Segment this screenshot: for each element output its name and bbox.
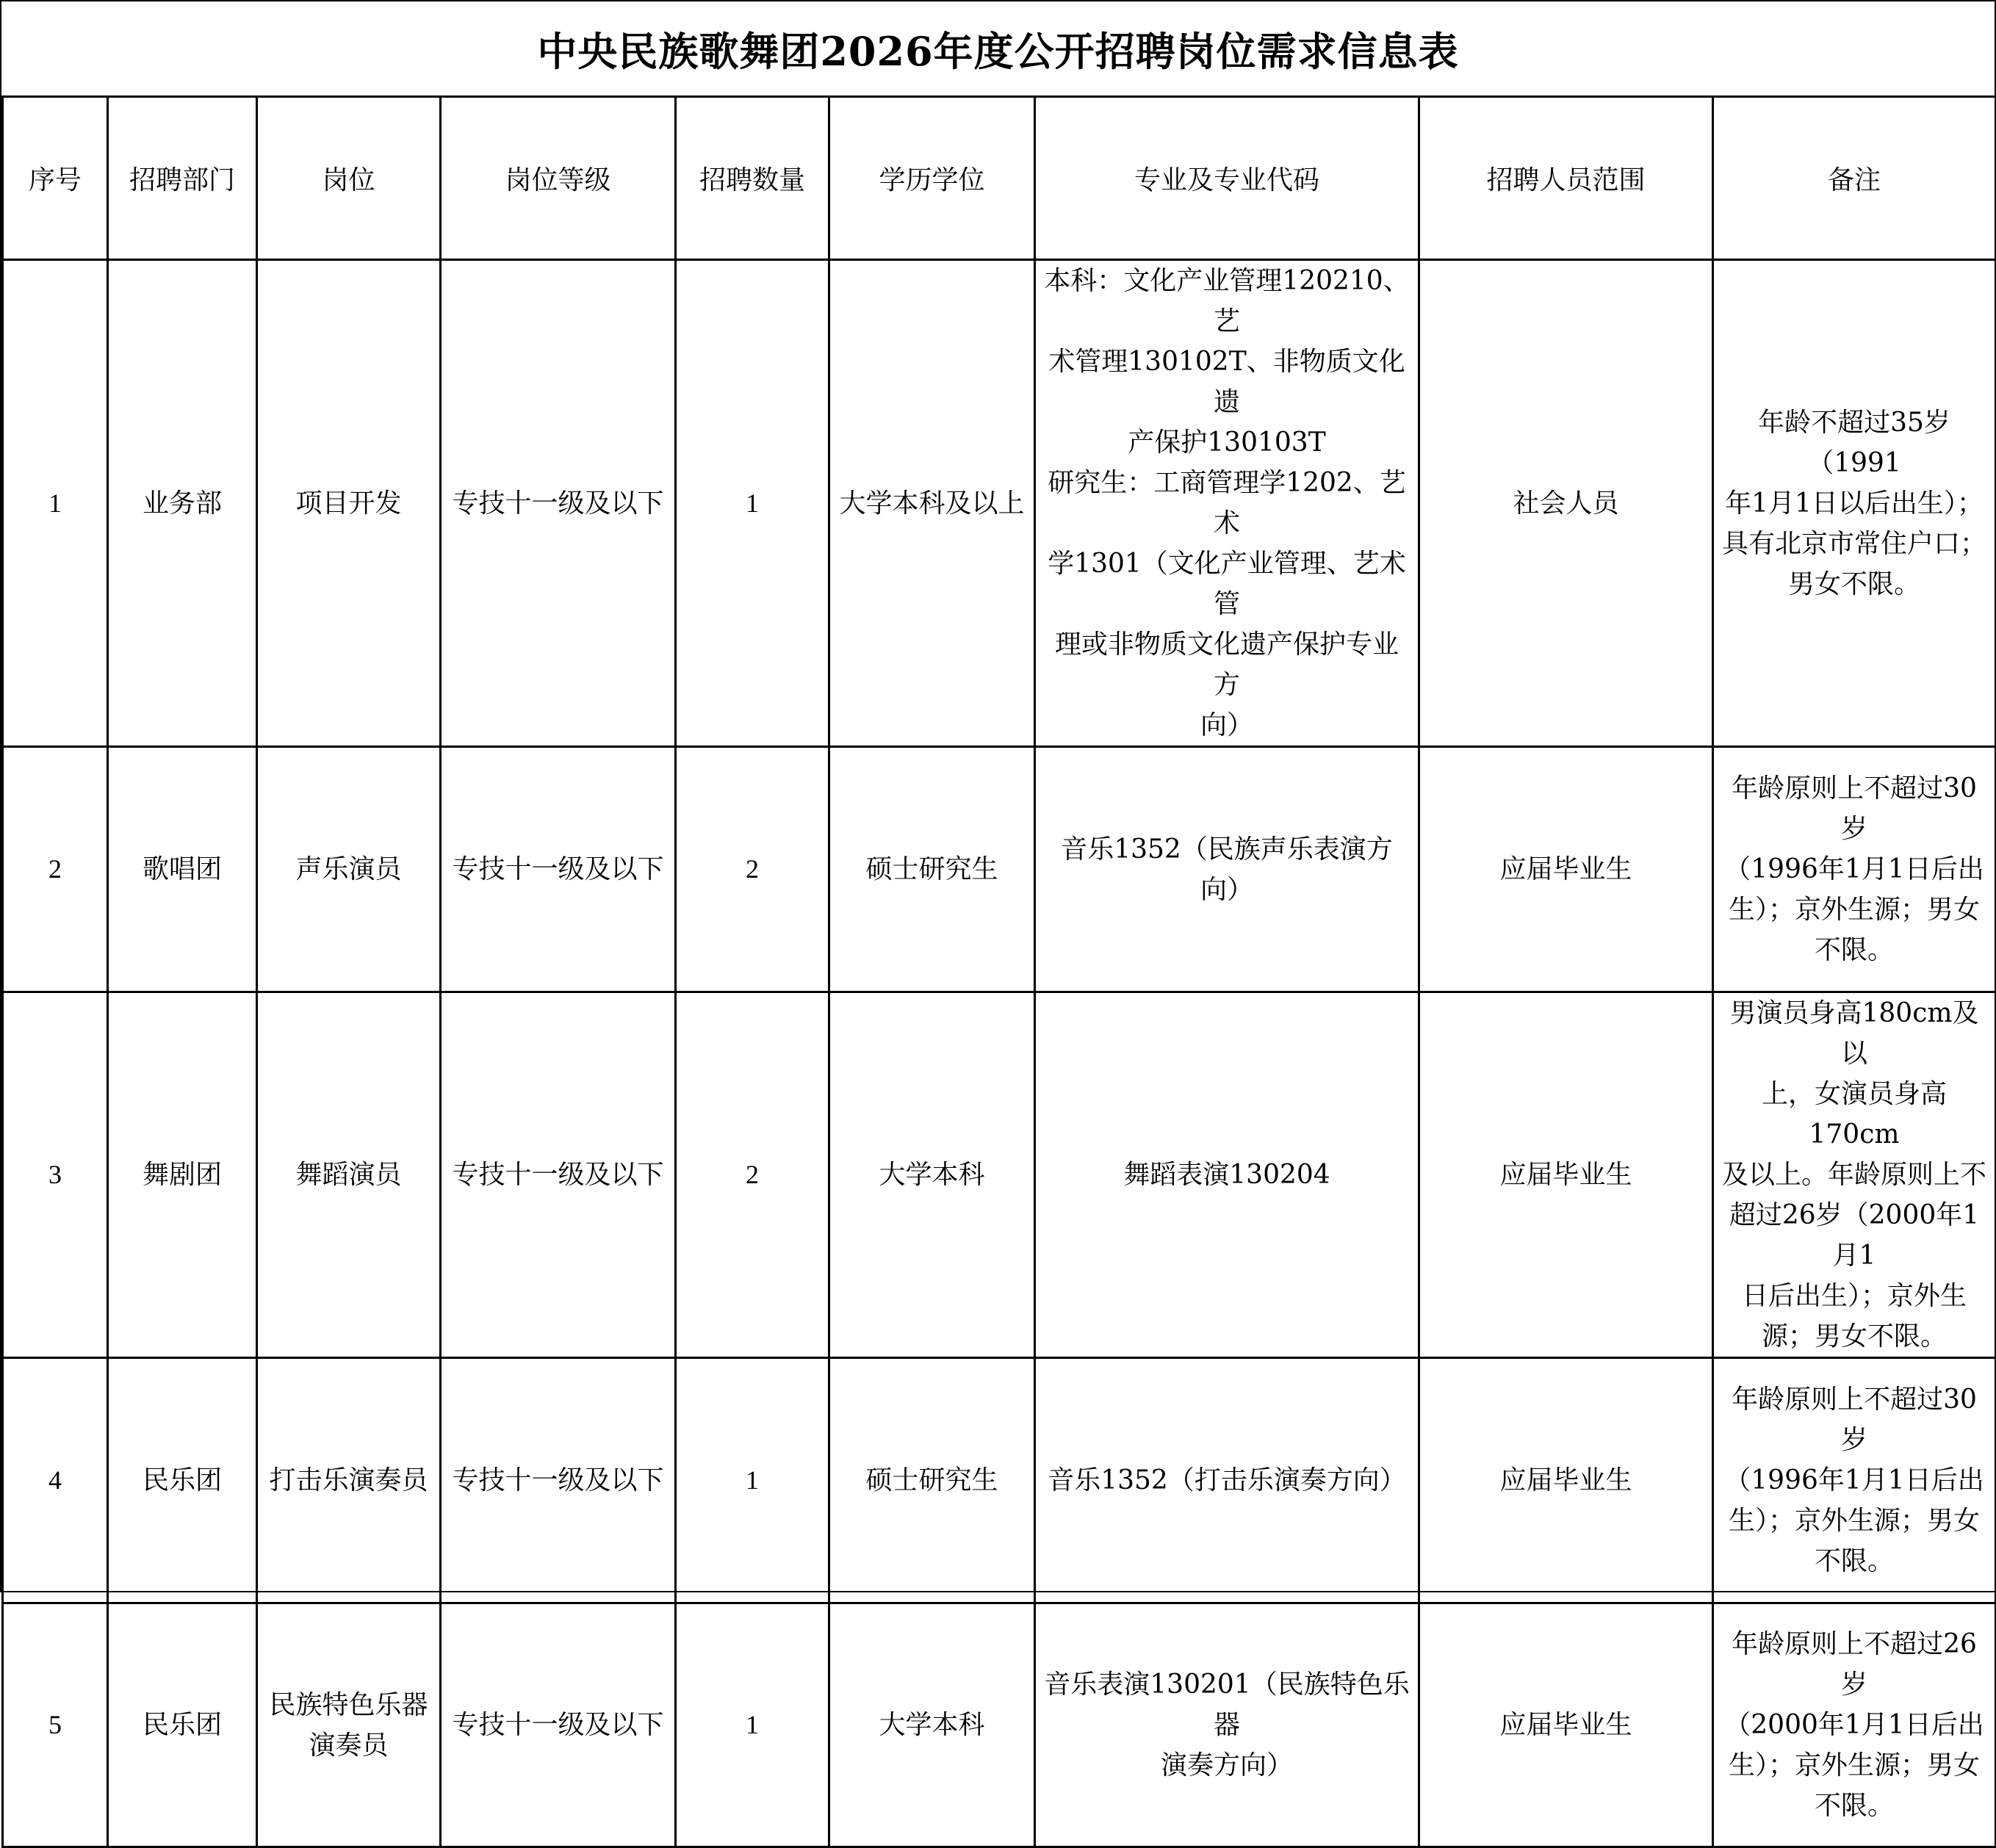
notes-line: （2000年1月1日后出	[1724, 1710, 1984, 1740]
cell-major	[1035, 1603, 1419, 1847]
cell-major	[1035, 1358, 1419, 1603]
major-line: 产保护130103T	[1128, 427, 1326, 458]
major-line: 学1301（文化产业管理、艺术管	[1048, 549, 1406, 619]
cell-notes	[1713, 747, 1996, 992]
cell-position: 项目开发	[257, 260, 441, 747]
major-line: 音乐表演130201（民族特色乐器	[1044, 1670, 1410, 1740]
notes-line: 超过26岁（2000年1月1	[1729, 1200, 1980, 1271]
notes-line: （1996年1月1日后出	[1724, 1465, 1984, 1495]
cell-dept: 业务部	[108, 260, 257, 747]
cell-level: 专技十一级及以下	[441, 747, 676, 992]
cell-major	[1035, 992, 1419, 1358]
header-count: 招聘数量	[676, 97, 829, 260]
cell-position: 舞蹈演员	[257, 992, 441, 1358]
cell-education: 硕士研究生	[829, 747, 1035, 992]
header-scope: 招聘人员范围	[1419, 97, 1713, 260]
table-row	[3, 992, 1996, 1358]
cell-no: 2	[3, 747, 108, 992]
cell-scope: 应届毕业生	[1419, 1358, 1713, 1603]
cell-major	[1035, 260, 1419, 747]
cell-dept: 歌唱团	[108, 747, 257, 992]
major-line: 术管理130102T、非物质文化遗	[1048, 347, 1405, 417]
major-line: 理或非物质文化遗产保护专业方	[1054, 629, 1399, 700]
notes-line: 具有北京市常住户口；	[1721, 528, 1986, 559]
cell-education: 大学本科	[829, 1603, 1035, 1847]
cell-education: 大学本科及以上	[829, 260, 1035, 747]
table-row	[3, 747, 1996, 992]
cell-level: 专技十一级及以下	[441, 260, 676, 747]
header-education: 学历学位	[829, 97, 1035, 260]
notes-line: 年龄不超过35岁（1991	[1758, 407, 1950, 478]
major-line: 演奏方向）	[1160, 1750, 1293, 1780]
notes-line: 日后出生）；京外生	[1741, 1281, 1967, 1311]
cell-scope: 应届毕业生	[1419, 992, 1713, 1358]
header-dept: 招聘部门	[108, 97, 257, 260]
table-row	[3, 260, 1996, 747]
cell-no: 1	[3, 260, 108, 747]
header-position: 岗位	[257, 97, 441, 260]
recruitment-table	[1, 95, 1996, 1848]
notes-line: 男演员身高180cm及以	[1729, 998, 1979, 1069]
notes-line: 年龄原则上不超过30岁	[1732, 1385, 1977, 1455]
position-line: 演奏员	[309, 1730, 389, 1761]
notes-line: （1996年1月1日后出	[1724, 854, 1984, 884]
table-row	[3, 1603, 1996, 1847]
cell-level: 专技十一级及以下	[441, 1358, 676, 1603]
cell-position	[257, 1603, 441, 1847]
cell-position: 声乐演员	[257, 747, 441, 992]
major-line: 本科：文化产业管理120210、艺	[1044, 266, 1410, 336]
major-line: 音乐1352（打击乐演奏方向）	[1048, 1465, 1406, 1495]
header-row	[3, 97, 1996, 260]
cell-notes	[1713, 992, 1996, 1358]
major-line: 向）	[1200, 710, 1253, 740]
notes-line: 源；男女不限。	[1761, 1321, 1947, 1351]
header-major: 专业及专业代码	[1035, 97, 1419, 260]
major-line: 音乐1352（民族声乐表演方向）	[1061, 834, 1393, 905]
header-notes: 备注	[1713, 97, 1996, 260]
notes-line: 生）；京外生源；男女	[1728, 1506, 1980, 1536]
cell-count: 1	[676, 260, 829, 747]
notes-line: 不限。	[1814, 935, 1894, 965]
position-line: 民族特色乐器	[269, 1689, 428, 1720]
document-title: 中央民族歌舞团2026年度公开招聘岗位需求信息表	[537, 27, 1459, 75]
notes-line: 年1月1日以后出生）；	[1725, 488, 1984, 519]
notes-line: 男女不限。	[1787, 569, 1920, 599]
notes-line: 年龄原则上不超过30岁	[1732, 773, 1977, 844]
cell-scope: 应届毕业生	[1419, 1603, 1713, 1847]
cell-count: 1	[676, 1603, 829, 1847]
major-line: 研究生：工商管理学1202、艺术	[1048, 468, 1406, 538]
cell-notes	[1713, 1358, 1996, 1603]
notes-line: 生）；京外生源；男女	[1728, 895, 1980, 925]
notes-line: 生）；京外生源；男女	[1728, 1750, 1980, 1780]
cell-level: 专技十一级及以下	[441, 1603, 676, 1847]
cell-no: 4	[3, 1358, 108, 1603]
cell-scope: 应届毕业生	[1419, 747, 1713, 992]
cell-education: 大学本科	[829, 992, 1035, 1358]
header-level: 岗位等级	[441, 97, 676, 260]
cell-no: 5	[3, 1603, 108, 1847]
cell-no: 3	[3, 992, 108, 1358]
cell-position: 打击乐演奏员	[257, 1358, 441, 1603]
cell-education: 硕士研究生	[829, 1358, 1035, 1603]
cell-level: 专技十一级及以下	[441, 992, 676, 1358]
cell-scope: 社会人员	[1419, 260, 1713, 747]
cell-notes	[1713, 1603, 1996, 1847]
notes-line: 不限。	[1814, 1546, 1894, 1576]
header-no: 序号	[3, 97, 108, 260]
major-line: 舞蹈表演130204	[1123, 1160, 1330, 1190]
cell-dept: 民乐团	[108, 1603, 257, 1847]
notes-line: 年龄原则上不超过26岁	[1732, 1629, 1977, 1700]
table-row	[3, 1358, 1996, 1603]
notes-line: 上，女演员身高170cm	[1761, 1079, 1947, 1149]
cell-major	[1035, 747, 1419, 992]
cell-dept: 民乐团	[108, 1358, 257, 1603]
cell-count: 2	[676, 747, 829, 992]
cell-dept: 舞剧团	[108, 992, 257, 1358]
notes-line: 不限。	[1814, 1791, 1894, 1821]
cell-count: 1	[676, 1358, 829, 1603]
notes-line: 及以上。年龄原则上不	[1721, 1160, 1986, 1190]
cell-count: 2	[676, 992, 829, 1358]
cell-notes	[1713, 260, 1996, 747]
